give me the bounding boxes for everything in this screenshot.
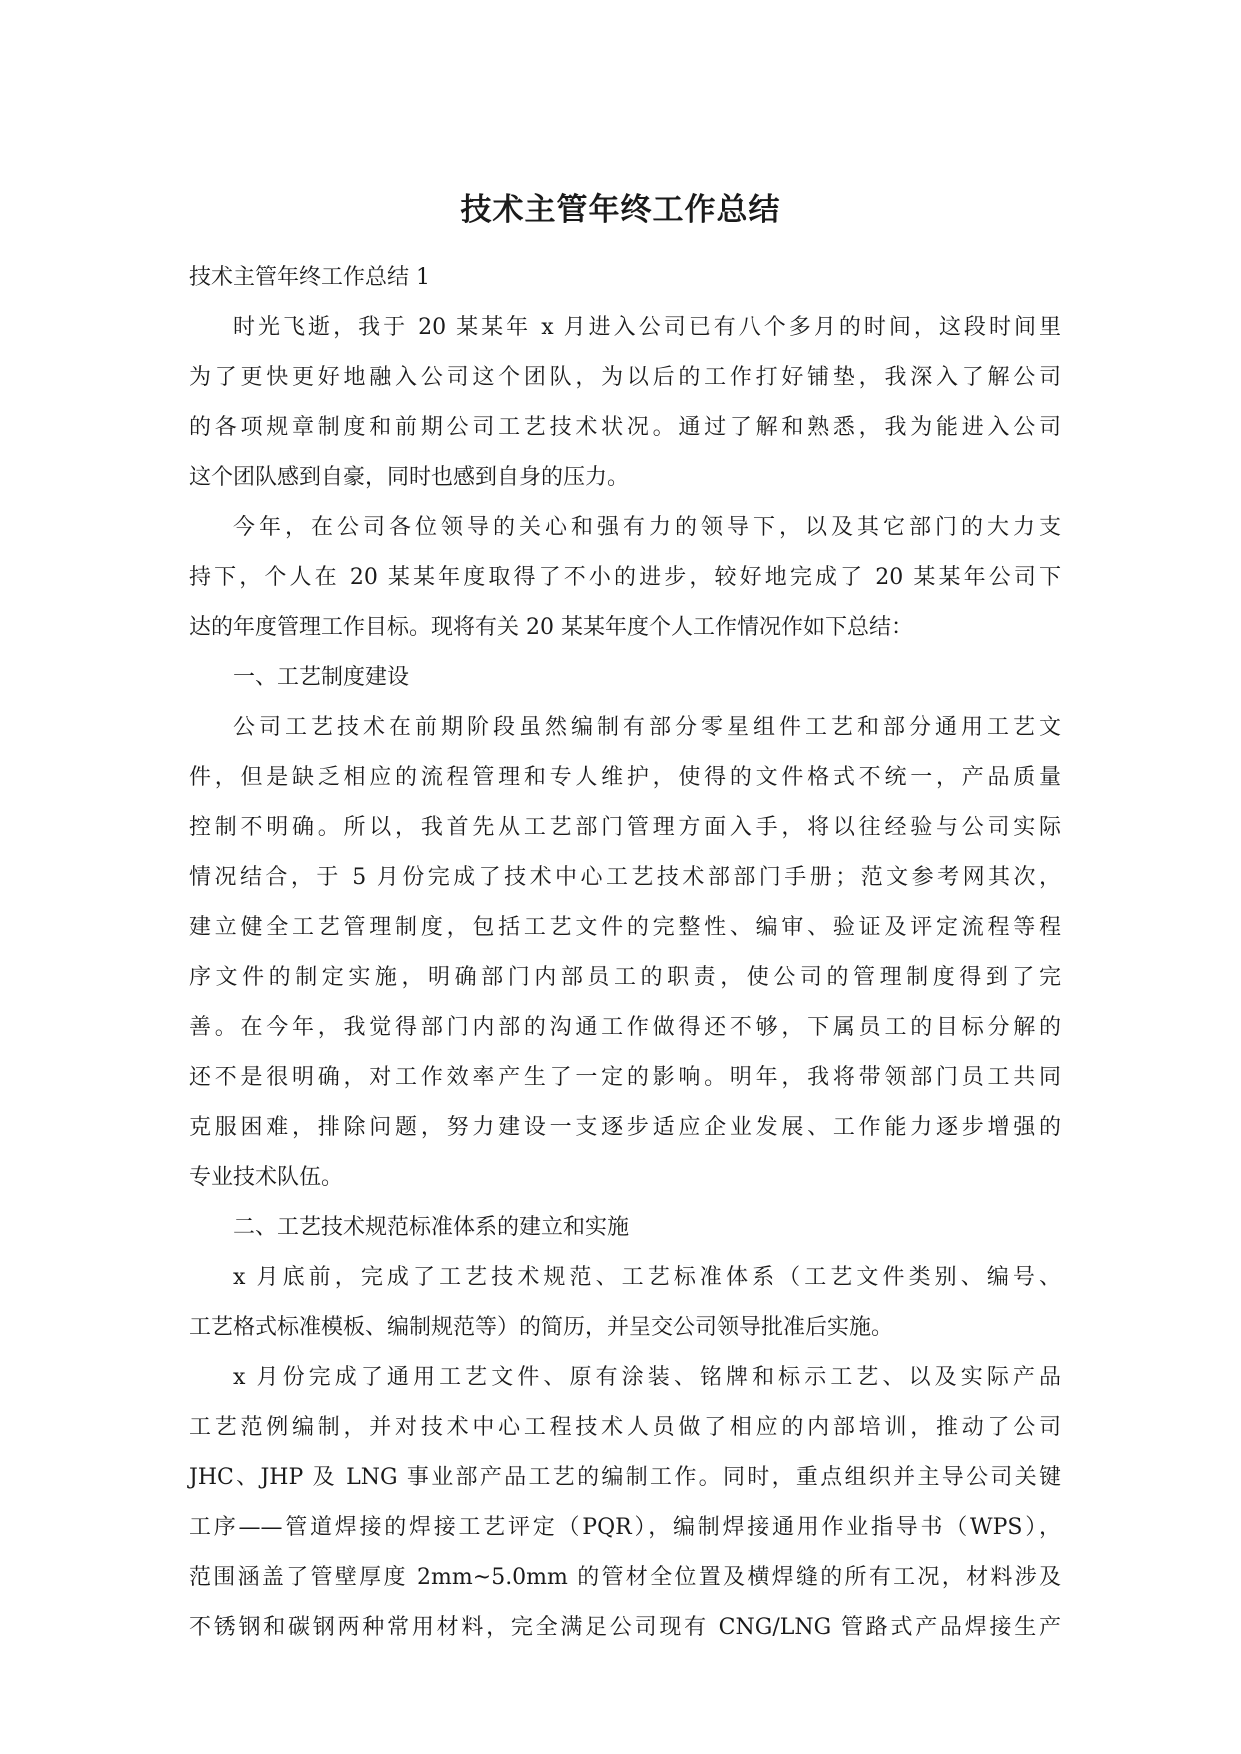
text-line: JHC、JHP 及 LNG 事业部产品工艺的编制工作。同时，重点组织并主导公司关键	[189, 1465, 1061, 1490]
text-line: 为了更快更好地融入公司这个团队，为以后的工作打好铺垫，我深入了解公司	[189, 365, 1061, 390]
paragraph	[189, 303, 1061, 503]
text-line: 工艺范例编制，并对技术中心工程技术人员做了相应的内部培训，推动了公司	[189, 1415, 1061, 1440]
text-line: 的各项规章制度和前期公司工艺技术状况。通过了解和熟悉，我为能进入公司	[189, 415, 1061, 440]
section-heading	[189, 653, 1061, 703]
text-line: 善。在今年，我觉得部门内部的沟通工作做得还不够，下属员工的目标分解的	[189, 1015, 1061, 1040]
text-line: 不锈钢和碳钢两种常用材料，完全满足公司现有 CNG/LNG 管路式产品焊接生产	[189, 1615, 1061, 1640]
text-line: 建立健全工艺管理制度，包括工艺文件的完整性、编审、验证及评定流程等程	[189, 915, 1061, 940]
text-line: 还不是很明确，对工作效率产生了一定的影响。明年，我将带领部门员工共同	[189, 1065, 1061, 1090]
text-line: 范围涵盖了管壁厚度 2mm~5.0mm 的管材全位置及横焊缝的所有工况，材料涉及	[189, 1565, 1061, 1590]
text-line: 公司工艺技术在前期阶段虽然编制有部分零星组件工艺和部分通用工艺文	[233, 715, 1061, 740]
text-line: 件，但是缺乏相应的流程管理和专人维护，使得的文件格式不统一，产品质量	[189, 765, 1061, 790]
text-line: 工艺格式标准模板、编制规范等）的简历，并呈交公司领导批准后实施。	[189, 1315, 894, 1340]
paragraph	[189, 1353, 1061, 1653]
paragraph	[189, 703, 1061, 1203]
section-heading	[189, 1203, 1061, 1253]
document-body	[189, 253, 1061, 1653]
text-line: 达的年度管理工作目标。现将有关 20 某某年度个人工作情况作如下总结：	[189, 615, 913, 640]
text-line: 二、工艺技术规范标准体系的建立和实施	[233, 1215, 630, 1240]
text-line: 克服困难，排除问题，努力建设一支逐步适应企业发展、工作能力逐步增强的	[189, 1115, 1061, 1140]
text-line: 持下，个人在 20 某某年度取得了不小的进步，较好地完成了 20 某某年公司下	[189, 565, 1061, 590]
section-subtitle: 技术主管年终工作总结 1	[189, 265, 430, 290]
text-line: 工序——管道焊接的焊接工艺评定（PQR），编制焊接通用作业指导书（WPS），	[189, 1515, 1061, 1540]
text-line: 今年，在公司各位领导的关心和强有力的领导下，以及其它部门的大力支	[233, 515, 1061, 540]
paragraph	[189, 1253, 1061, 1353]
text-line: x 月底前，完成了工艺技术规范、工艺标准体系（工艺文件类别、编号、	[233, 1265, 1061, 1290]
text-line: 这个团队感到自豪，同时也感到自身的压力。	[189, 465, 630, 490]
text-line: 情况结合，于 5 月份完成了技术中心工艺技术部部门手册；范文参考网其次，	[189, 865, 1061, 890]
text-line: 时光飞逝，我于 20 某某年 x 月进入公司已有八个多月的时间，这段时间里	[233, 315, 1061, 340]
document-title: 技术主管年终工作总结	[460, 192, 781, 228]
text-line: 控制不明确。所以，我首先从工艺部门管理方面入手，将以往经验与公司实际	[189, 815, 1061, 840]
text-line: 序文件的制定实施，明确部门内部员工的职责，使公司的管理制度得到了完	[189, 965, 1061, 990]
text-line: 专业技术队伍。	[189, 1165, 344, 1190]
text-line: 一、工艺制度建设	[233, 665, 410, 690]
paragraph	[189, 503, 1061, 653]
text-line: x 月份完成了通用工艺文件、原有涂装、铭牌和标示工艺、以及实际产品	[233, 1365, 1061, 1390]
